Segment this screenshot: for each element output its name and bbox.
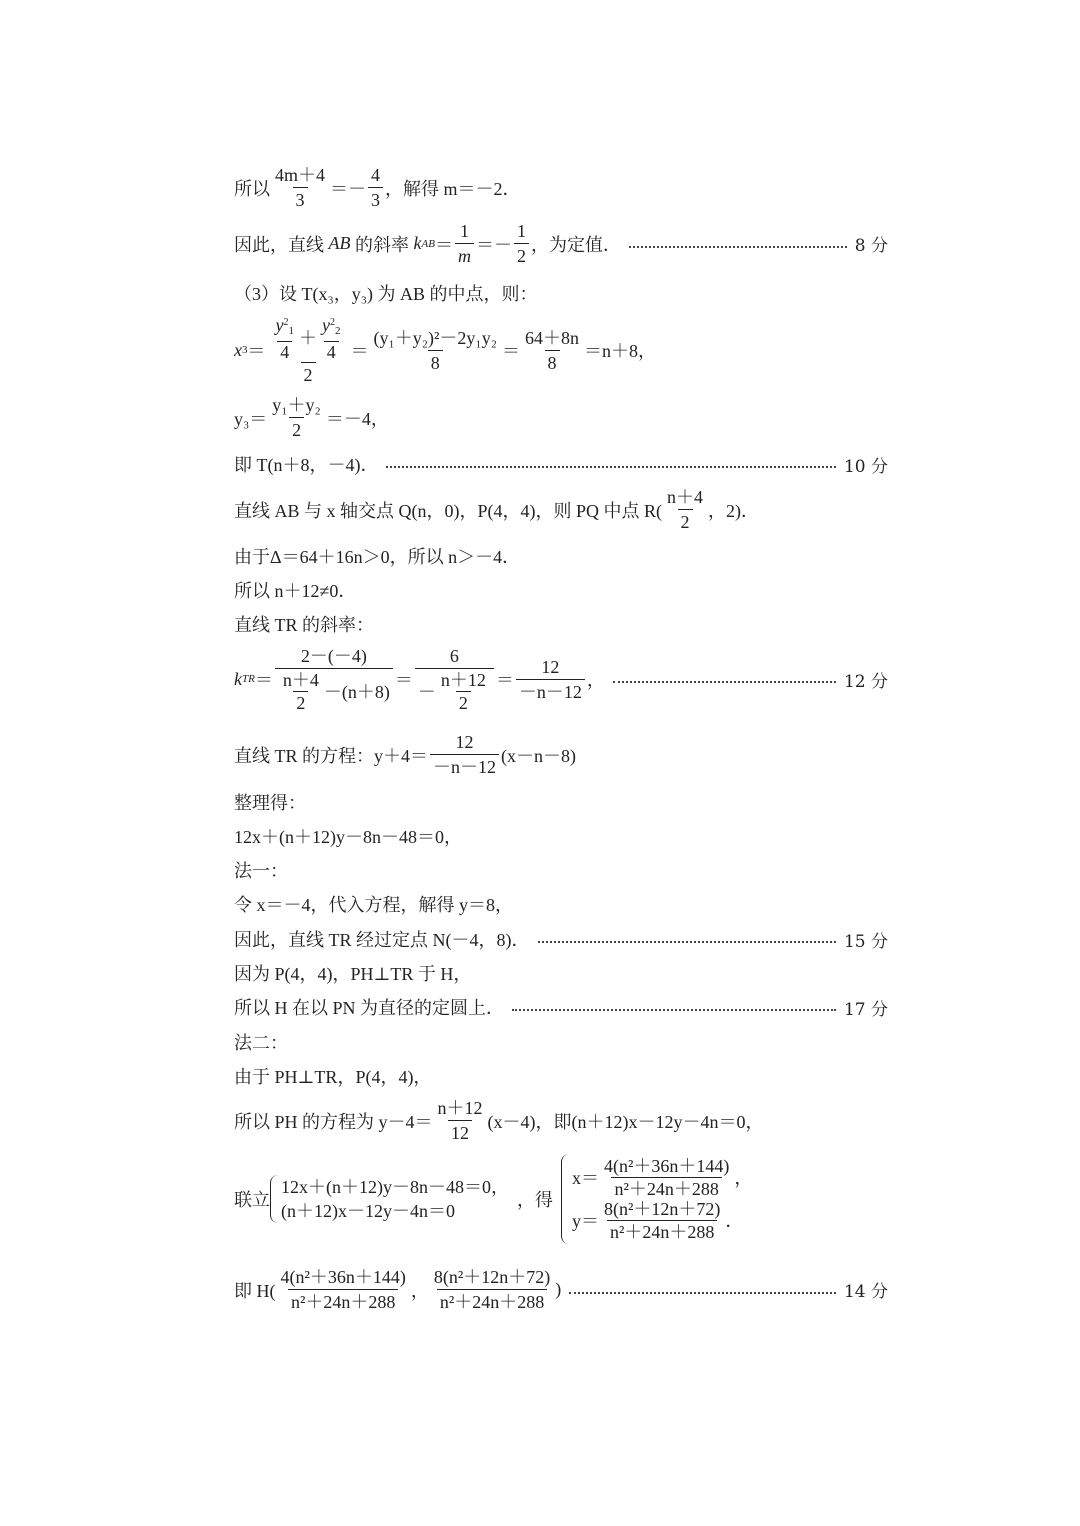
dotted-leader bbox=[629, 246, 847, 248]
denominator: 2 bbox=[289, 417, 304, 441]
numerator: 2－(－4) bbox=[300, 646, 367, 666]
denominator: －n－12 bbox=[516, 679, 585, 703]
denominator bbox=[275, 668, 393, 713]
text: x＝ bbox=[572, 1167, 599, 1188]
denominator: 2 bbox=[456, 691, 471, 713]
text: 即 T(n＋8，－4)． bbox=[234, 455, 379, 475]
subscript: AB bbox=[421, 237, 435, 250]
text: ＝ bbox=[254, 670, 273, 690]
dotted-leader bbox=[538, 941, 836, 943]
numerator: n＋12 bbox=[437, 1098, 483, 1118]
score-label: 8 分 bbox=[854, 236, 888, 256]
numerator: (y₁＋y₂)²－2y₁y₂ bbox=[373, 327, 497, 348]
text: y＝ bbox=[572, 1210, 599, 1231]
text: － bbox=[417, 681, 436, 702]
denominator: 3 bbox=[293, 187, 308, 211]
text: 所以 PH 的方程为 y－4＝ bbox=[234, 1111, 433, 1132]
text: 12x＋(n＋12)y－8n－48＝0， bbox=[234, 827, 462, 847]
denominator: 8 bbox=[428, 350, 443, 374]
text: 直线 TR 的斜率： bbox=[234, 615, 375, 635]
text: ，解得 m＝－2． bbox=[385, 178, 521, 199]
fraction bbox=[601, 1156, 732, 1199]
brace-icon bbox=[270, 1175, 278, 1223]
text: －(n＋8) bbox=[323, 681, 390, 702]
text: (x－n－8) bbox=[501, 745, 577, 766]
line-16 bbox=[234, 891, 888, 917]
text: ， bbox=[410, 1280, 429, 1301]
denominator: n²＋24n＋288 bbox=[611, 1177, 721, 1199]
text: 由于Δ＝64＋16n＞0，所以 n＞－4． bbox=[234, 547, 521, 567]
line-3 bbox=[234, 280, 888, 306]
numerator: n＋12 bbox=[440, 670, 486, 690]
text: 直线 TR 的方程：y＋4＝ bbox=[234, 745, 429, 766]
numerator: 12 bbox=[455, 732, 474, 752]
line-21 bbox=[234, 1063, 888, 1089]
numerator: 4(n²＋36n＋144) bbox=[280, 1267, 406, 1287]
subscript: 3 bbox=[242, 344, 248, 356]
fraction bbox=[514, 220, 529, 267]
denominator bbox=[415, 668, 494, 713]
text: (x－4)，即(n＋12)x－12y－4n＝0， bbox=[487, 1111, 764, 1132]
text: ，得 bbox=[517, 1190, 553, 1210]
numerator: 8(n²＋12n＋72) bbox=[604, 1199, 721, 1219]
line-5 bbox=[234, 394, 888, 441]
text: ． bbox=[725, 1210, 744, 1231]
denominator: m bbox=[455, 243, 474, 267]
text: y₃＝ bbox=[234, 408, 268, 429]
dotted-leader bbox=[569, 1292, 836, 1294]
denominator: n²＋24n＋288 bbox=[437, 1289, 547, 1313]
score-label: 15 分 bbox=[843, 931, 888, 952]
denominator: 12 bbox=[448, 1120, 472, 1144]
text: x bbox=[234, 339, 242, 360]
fraction bbox=[435, 1097, 486, 1144]
numerator: $y^2_2$ bbox=[322, 315, 341, 337]
fraction bbox=[278, 1266, 409, 1313]
line-6 bbox=[234, 451, 888, 477]
text: ， bbox=[586, 670, 605, 690]
solution-x bbox=[572, 1156, 752, 1199]
text: 令 x＝－4，代入方程，解得 y＝8， bbox=[234, 895, 513, 915]
brace-icon bbox=[561, 1154, 569, 1244]
equation: 12x＋(n＋12)y－8n－48＝0， bbox=[281, 1177, 509, 1197]
text: ＝－ bbox=[330, 178, 367, 199]
compound-fraction bbox=[275, 645, 393, 713]
denominator: 2 bbox=[293, 691, 308, 713]
line-11 bbox=[234, 645, 888, 713]
denominator: n²＋24n＋288 bbox=[607, 1220, 717, 1242]
text: ，为定值． bbox=[530, 234, 621, 255]
line-2 bbox=[234, 220, 888, 267]
fraction bbox=[455, 220, 474, 267]
text: ＝ bbox=[434, 234, 453, 255]
text: k bbox=[413, 233, 422, 253]
denominator: 2 bbox=[301, 362, 316, 386]
fraction bbox=[368, 164, 383, 211]
fraction bbox=[272, 164, 328, 211]
score-label: 12 分 bbox=[843, 671, 888, 692]
line-1 bbox=[234, 164, 888, 211]
text: 的斜率 bbox=[355, 234, 409, 255]
text: k bbox=[234, 668, 242, 689]
fraction bbox=[601, 1199, 723, 1242]
line-17 bbox=[234, 926, 888, 952]
score-label: 14 分 bbox=[843, 1282, 888, 1302]
text: ＋ bbox=[299, 327, 317, 348]
compound-fraction bbox=[415, 645, 494, 713]
text: ＝ bbox=[247, 341, 266, 361]
text: AB bbox=[328, 233, 351, 253]
line-23 bbox=[234, 1154, 888, 1244]
numerator: 4(n²＋36n＋144) bbox=[604, 1156, 730, 1176]
text: ＝ bbox=[350, 341, 369, 361]
numerator: n＋4 bbox=[282, 670, 319, 690]
line-8 bbox=[234, 543, 888, 569]
numerator: 4m＋4 bbox=[275, 165, 326, 185]
text: ＝ bbox=[502, 341, 520, 361]
equation-system bbox=[281, 1175, 509, 1223]
denominator: 4 bbox=[324, 341, 339, 361]
denominator: 4 bbox=[277, 341, 292, 361]
line-20 bbox=[234, 1029, 888, 1055]
text: ，2)． bbox=[708, 500, 759, 521]
numerator: 4 bbox=[371, 165, 381, 185]
text: ＝ bbox=[394, 670, 413, 690]
text: ) bbox=[555, 1279, 562, 1299]
text: y bbox=[275, 315, 284, 335]
compound-fraction bbox=[268, 314, 349, 386]
fraction bbox=[280, 670, 322, 713]
fraction bbox=[430, 731, 499, 778]
text: y bbox=[322, 315, 330, 335]
denominator: 2 bbox=[678, 509, 693, 533]
numerator: 64＋8n bbox=[525, 327, 579, 348]
text: ＝－4， bbox=[325, 408, 389, 429]
denominator: 3 bbox=[368, 187, 383, 211]
text: 即 H( bbox=[234, 1280, 276, 1301]
numerator bbox=[268, 314, 349, 362]
text: 所以 n＋12≠0． bbox=[234, 581, 357, 601]
text: 因为 P(4，4)，PH⊥TR 于 H， bbox=[234, 964, 472, 984]
text: （3）设 T(x₃，y₃) 为 AB 的中点，则： bbox=[234, 284, 538, 304]
fraction bbox=[516, 656, 585, 703]
line-12 bbox=[234, 731, 888, 778]
line-4 bbox=[234, 314, 888, 386]
fraction bbox=[438, 670, 489, 713]
text: 直线 AB 与 x 轴交点 Q(n，0)，P(4，4)，则 PQ 中点 R( bbox=[234, 500, 662, 521]
numerator: y₁＋y₂ bbox=[272, 395, 321, 415]
dotted-leader bbox=[386, 466, 835, 468]
line-13 bbox=[234, 789, 888, 815]
subscript: TR bbox=[242, 673, 255, 685]
dotted-leader bbox=[512, 1009, 836, 1011]
text: 法二： bbox=[234, 1033, 288, 1053]
denominator: 2 bbox=[514, 243, 529, 267]
denominator: 8 bbox=[545, 350, 560, 374]
numerator: n＋4 bbox=[667, 487, 703, 507]
fraction bbox=[431, 1266, 553, 1313]
score-label: 17 分 bbox=[843, 999, 888, 1020]
numerator: 8(n²＋12n＋72) bbox=[433, 1267, 551, 1287]
line-9 bbox=[234, 577, 888, 603]
dotted-leader bbox=[613, 681, 836, 683]
text: 法一： bbox=[234, 861, 288, 881]
equation: (n＋12)x－12y－4n＝0 bbox=[281, 1201, 455, 1221]
text: 联立 bbox=[234, 1190, 270, 1210]
line-24 bbox=[234, 1266, 888, 1313]
fraction bbox=[371, 327, 501, 374]
text: ＝ bbox=[495, 670, 514, 690]
text: 由于 PH⊥TR，P(4，4)， bbox=[234, 1067, 432, 1087]
text: ， bbox=[734, 1167, 753, 1188]
solution-y bbox=[572, 1199, 752, 1242]
numerator: 1 bbox=[459, 221, 469, 241]
line-15 bbox=[234, 857, 888, 883]
text: 整理得： bbox=[234, 793, 306, 813]
text: 所以 H 在以 PN 为直径的定圆上． bbox=[234, 998, 505, 1018]
line-22 bbox=[234, 1097, 888, 1144]
text: ＝n＋8， bbox=[584, 341, 656, 361]
fraction bbox=[269, 394, 324, 441]
fraction bbox=[522, 327, 582, 374]
text: 所以 bbox=[234, 178, 270, 199]
denominator: n²＋24n＋288 bbox=[288, 1289, 398, 1313]
text: ＝－ bbox=[475, 234, 512, 255]
text: 因此，直线 bbox=[234, 234, 324, 255]
solution-system bbox=[572, 1156, 752, 1242]
score-label: 10 分 bbox=[843, 456, 888, 477]
fraction bbox=[273, 314, 298, 361]
denominator: －n－12 bbox=[430, 754, 499, 778]
numerator: 12 bbox=[541, 656, 560, 677]
fraction bbox=[319, 314, 344, 361]
line-10 bbox=[234, 611, 888, 637]
text: 因此，直线 TR 经过定点 N(－4，8)． bbox=[234, 930, 530, 950]
line-14 bbox=[234, 823, 888, 849]
numerator: 6 bbox=[449, 646, 459, 666]
line-19 bbox=[234, 994, 888, 1020]
line-18 bbox=[234, 960, 888, 986]
numerator: $y^2_1$ bbox=[275, 315, 294, 337]
line-7 bbox=[234, 486, 888, 533]
numerator: 1 bbox=[516, 221, 526, 241]
fraction bbox=[664, 486, 706, 533]
